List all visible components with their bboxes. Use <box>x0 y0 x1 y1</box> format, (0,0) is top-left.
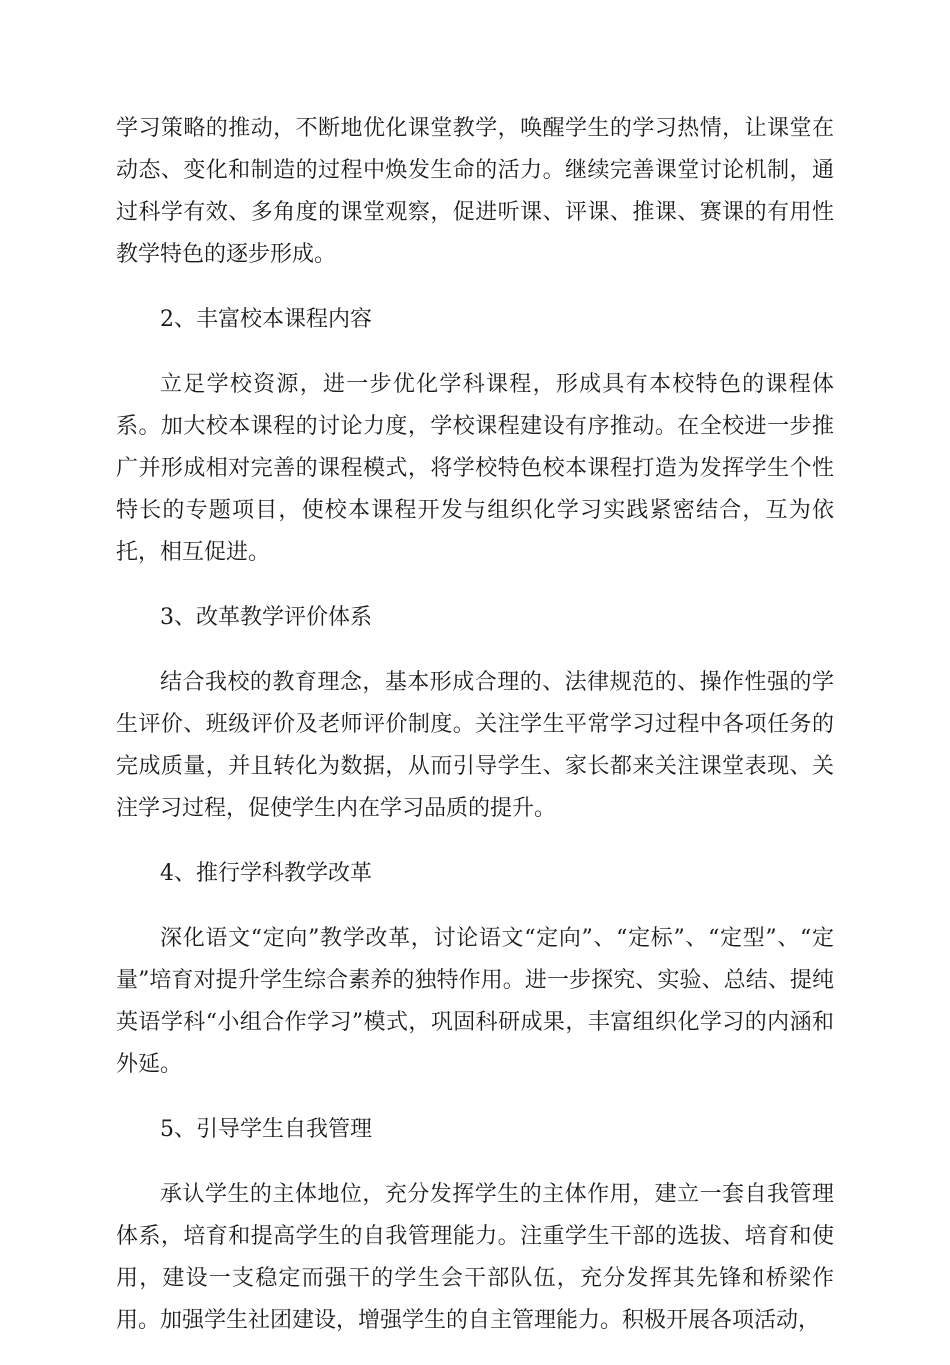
section-heading-3: 3、改革教学评价体系 <box>160 605 372 630</box>
section-heading-4: 4、推行学科教学改革 <box>160 861 372 886</box>
section-heading-2: 2、丰富校本课程内容 <box>160 307 372 332</box>
body-paragraph-4: 深化语文“定向”教学改革，讨论语文“定向”、“定标”、“定型”、“定量”培育对提升学生综合素养的独特作用。进一步探究、实验、总结、提纯英语学科“小组合作学习”模式，巩固科研成果，丰富组织化学习的内涵和外延。 <box>116 926 834 1077</box>
body-paragraph-5: 承认学生的主体地位，充分发挥学生的主体作用，建立一套自我管理体系，培育和提高学生的自我管理能力。注重学生干部的选拔、培育和使用，建设一支稳定而强干的学生会干部队伍，充分发挥其先锋和桥梁作用。加强学生社团建设，增强学生的自主管理能力。积极开展各项活动， <box>116 1182 834 1333</box>
body-paragraph-2: 立足学校资源，进一步优化学科课程，形成具有本校特色的课程体系。加大校本课程的讨论力度，学校课程建设有序推动。在全校进一步推广并形成相对完善的课程模式，将学校特色校本课程打造为发挥学生个性特长的专题项目，使校本课程开发与组织化学习实践紧密结合，互为依托，相互促进。 <box>116 372 834 565</box>
section-heading-5: 5、引导学生自我管理 <box>160 1117 372 1142</box>
body-paragraph-1: 学习策略的推动，不断地优化课堂教学，唤醒学生的学习热情，让课堂在动态、变化和制造的过程中焕发生命的活力。继续完善课堂讨论机制，通过科学有效、多角度的课堂观察，促进听课、评课、推课、赛课的有用性教学特色的逐步形成。 <box>116 116 834 267</box>
body-paragraph-3: 结合我校的教育理念，基本形成合理的、法律规范的、操作性强的学生评价、班级评价及老师评价制度。关注学生平常学习过程中各项任务的完成质量，并且转化为数据，从而引导学生、家长都来关注课堂表现、关注学习过程，促使学生内在学习品质的提升。 <box>116 670 834 821</box>
document-page <box>116 108 834 1365</box>
